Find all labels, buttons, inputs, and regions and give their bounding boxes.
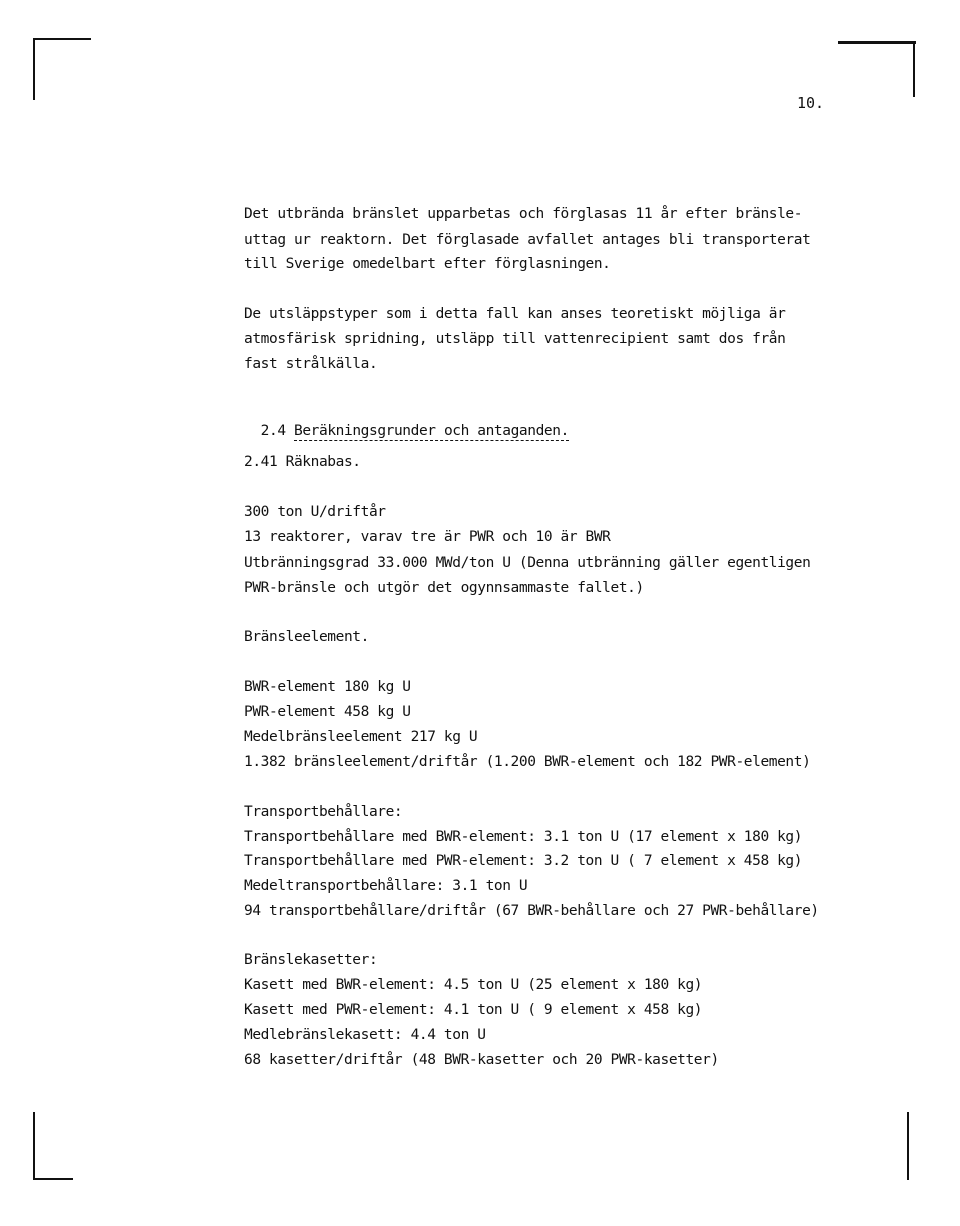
crop-mark-bottom-left-h — [33, 1178, 73, 1180]
section-number: 2.4 — [260, 423, 286, 439]
containers-line-3: Medeltransportbehållare: 3.1 ton U — [244, 878, 528, 894]
fuel-elements-heading: Bränsleelement. — [244, 629, 369, 645]
containers-line-2: Transportbehållare med PWR-element: 3.2 ton U ( 7 element x 458 kg) — [244, 853, 803, 869]
basis-line-2: 13 reaktorer, varav tre är PWR och 10 är BWR — [244, 529, 611, 545]
cassettes-line-2: Kasett med PWR-element: 4.1 ton U ( 9 element x 458 kg) — [244, 1002, 703, 1018]
crop-mark-bottom-left-v — [33, 1112, 35, 1180]
containers-line-1: Transportbehållare med BWR-element: 3.1 ton U (17 element x 180 kg) — [244, 829, 803, 845]
crop-mark-top-right-h — [838, 41, 916, 44]
fuel-elements-line-4: 1.382 bränsleelement/driftår (1.200 BWR-element och 182 PWR-element) — [244, 754, 811, 770]
containers-line-4: 94 transportbehållare/driftår (67 BWR-behållare och 27 PWR-behållare) — [244, 903, 819, 919]
section-heading — [244, 404, 569, 440]
cassettes-heading: Bränslekasetter: — [244, 952, 378, 968]
cassettes-line-1: Kasett med BWR-element: 4.5 ton U (25 element x 180 kg) — [244, 977, 703, 993]
section-title: Beräkningsgrunder och antaganden. — [294, 423, 569, 439]
paragraph-1-line-1: Det utbrända bränslet upparbetas och förglasas 11 år efter bränsle- — [244, 206, 803, 222]
paragraph-2-line-1: De utsläppstyper som i detta fall kan anses teoretiskt möjliga är — [244, 306, 786, 322]
fuel-elements-line-3: Medelbränsleelement 217 kg U — [244, 729, 478, 745]
containers-heading: Transportbehållare: — [244, 804, 403, 820]
cassettes-line-4: 68 kasetter/driftår (48 BWR-kasetter och 20 PWR-kasetter) — [244, 1052, 719, 1068]
paragraph-1-line-3: till Sverige omedelbart efter förglasningen. — [244, 256, 611, 272]
paragraph-2-line-3: fast strålkälla. — [244, 356, 378, 372]
basis-line-3: Utbränningsgrad 33.000 MWd/ton U (Denna utbränning gäller egentligen — [244, 555, 811, 571]
basis-line-4: PWR-bränsle och utgör det ogynnsammaste fallet.) — [244, 580, 644, 596]
fuel-elements-line-1: BWR-element 180 kg U — [244, 679, 411, 695]
paragraph-2-line-2: atmosfärisk spridning, utsläpp till vattenrecipient samt dos från — [244, 331, 786, 347]
paragraph-1-line-2: uttag ur reaktorn. Det förglasade avfallet antages bli transporterat — [244, 232, 811, 248]
crop-mark-bottom-right-v — [907, 1112, 909, 1180]
crop-mark-top-left-h — [33, 38, 91, 40]
cassettes-line-3: Medlebränslekasett: 4.4 ton U — [244, 1027, 486, 1043]
basis-line-1: 300 ton U/driftår — [244, 504, 386, 520]
fuel-elements-line-2: PWR-element 458 kg U — [244, 704, 411, 720]
crop-mark-top-right-v — [913, 41, 915, 97]
crop-mark-top-left-v — [33, 38, 35, 100]
page-number: 10. — [797, 94, 825, 112]
subsection-heading: 2.41 Räknabas. — [244, 454, 361, 470]
